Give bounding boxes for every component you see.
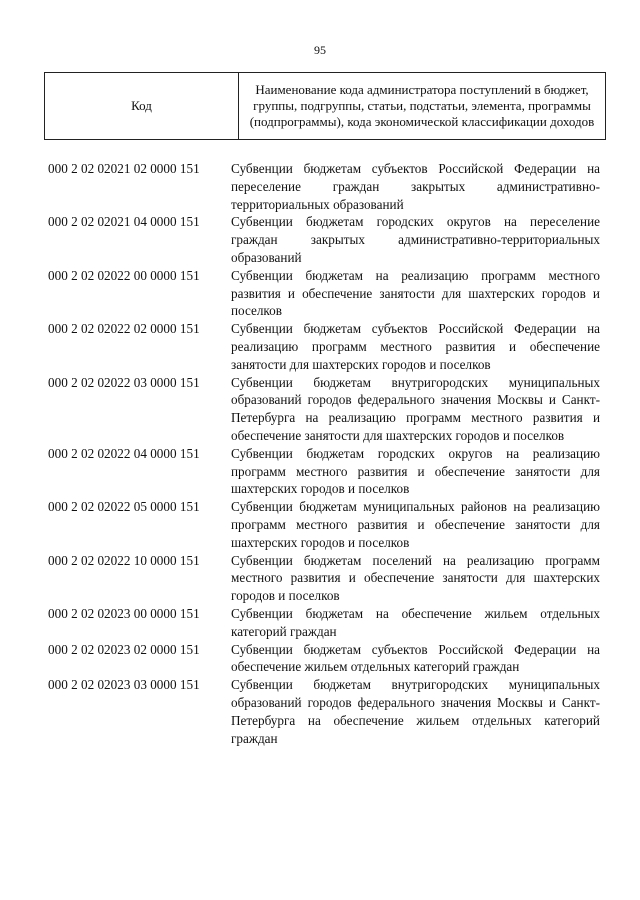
table-row [48,445,600,498]
row-code: 000 2 02 02021 02 0000 151 [48,161,200,176]
row-name: Субвенции бюджетам внутригородских муниципальных образований городов федерального значения Москвы и Санкт-Петербурга на обеспечение жильем отдельных категорий граждан [231,677,600,746]
row-code: 000 2 02 02022 10 0000 151 [48,552,200,568]
table-row [48,160,600,213]
row-name: Субвенции бюджетам субъектов Российской Федерации на обеспечение жильем отдельных категорий граждан [231,641,600,675]
row-code: 000 2 02 02022 04 0000 151 [48,445,200,461]
row-name: Субвенции бюджетам субъектов Российской Федерации на реализацию программ местного развития и обеспечение занятости для шахтерских городов и поселков [231,321,600,372]
table-row [48,676,600,747]
row-name: Субвенции бюджетам городских округов на реализацию программ местного развития и обеспечение занятости для шахтерских городов и поселков [231,445,600,497]
row-name: Субвенции бюджетам городских округов на переселение граждан закрытых административно-территориальных образований [231,214,600,265]
table-row [48,641,600,677]
code-column-header: Код [45,73,239,140]
name-column-header: Наименование кода администратора поступлений в бюджет, группы, подгруппы, статьи, подстатьи, элемента, программы (подпрограммы), кода экономической классификации доходов [239,73,606,140]
table-row [48,320,600,373]
row-name: Субвенции бюджетам на реализацию программ местного развития и обеспечение занятости для шахтерских городов и поселков [231,267,600,319]
row-code: 000 2 02 02023 00 0000 151 [48,605,200,621]
table-row [48,267,600,320]
row-name: Субвенции бюджетам на обеспечение жильем отдельных категорий граждан [231,605,600,639]
row-name: Субвенции бюджетам внутригородских муниципальных образований городов федерального значения Москвы и Санкт-Петербурга на реализацию программ местного развития и обеспечение занятости для шахтерских городов и поселков [231,374,600,443]
table-row [48,498,600,551]
row-code: 000 2 02 02022 03 0000 151 [48,374,200,390]
row-code: 000 2 02 02022 02 0000 151 [48,321,200,337]
row-code: 000 2 02 02023 02 0000 151 [48,641,200,657]
row-name: Субвенции бюджетам субъектов Российской Федерации на переселение граждан закрытых административно-территориальных образований [231,161,600,212]
table-row [48,552,600,605]
row-name: Субвенции бюджетам поселений на реализацию программ местного развития и обеспечение занятости для шахтерских городов и поселков [231,552,600,604]
row-name: Субвенции бюджетам муниципальных районов на реализацию программ местного развития и обеспечение занятости для шахтерских городов и поселков [231,499,600,550]
table-row [48,605,600,641]
row-code: 000 2 02 02022 05 0000 151 [48,499,200,515]
header-table [44,72,606,140]
header-row [45,73,606,140]
classification-list [48,160,600,747]
page-number: 95 [314,43,326,57]
table-row [48,374,600,445]
row-code: 000 2 02 02021 04 0000 151 [48,214,200,230]
table-row [48,213,600,266]
row-code: 000 2 02 02023 03 0000 151 [48,677,200,693]
row-code: 000 2 02 02022 00 0000 151 [48,267,200,283]
